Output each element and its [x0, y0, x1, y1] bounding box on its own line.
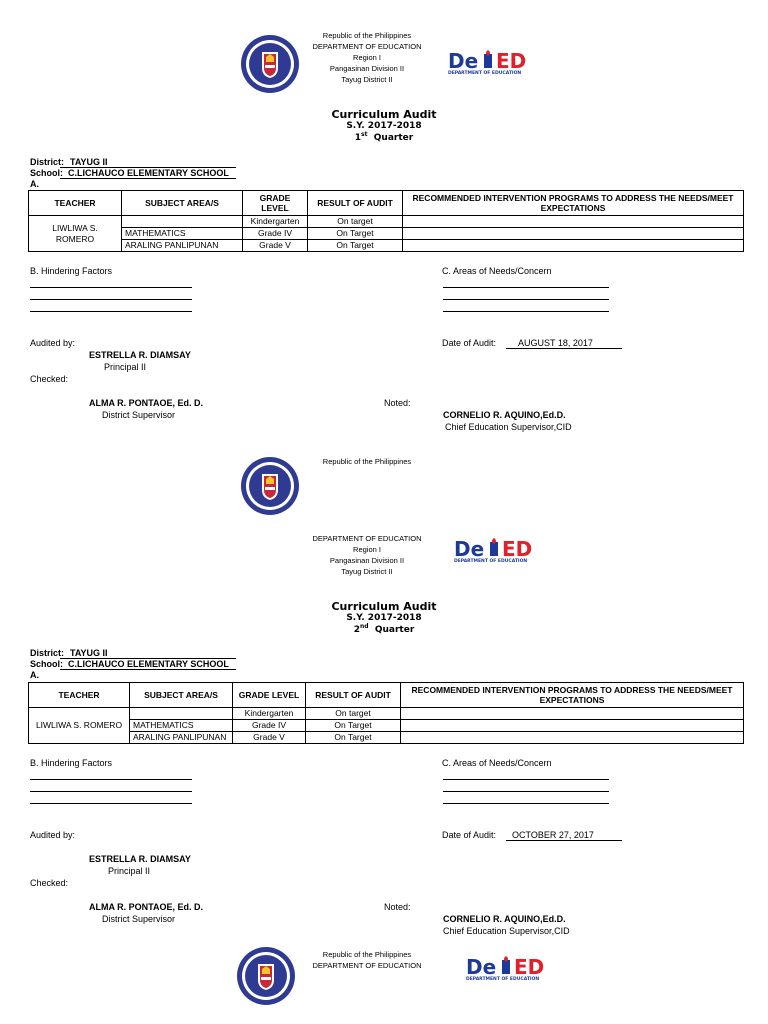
svg-text:DEPARTMENT OF EDUCATION: DEPARTMENT OF EDUCATION [466, 977, 540, 982]
noter-title: Chief Education Supervisor,CID [443, 926, 570, 936]
blank-line [443, 791, 609, 792]
intervention-cell [403, 240, 744, 252]
section2-title: Curriculum Audit [331, 600, 437, 613]
col-result: RESULT OF AUDIT [308, 191, 403, 216]
blank-line [30, 803, 192, 804]
subject-cell [122, 216, 243, 228]
header-line: Region I [353, 53, 381, 62]
date-of-audit-value: OCTOBER 27, 2017 [512, 830, 594, 840]
blank-line [443, 287, 609, 288]
result-cell: On target [308, 216, 403, 228]
table-row [29, 732, 744, 744]
checked-label: Checked: [30, 374, 69, 384]
auditor-title: Principal II [104, 362, 147, 372]
district-value: TAYUG II [70, 157, 108, 167]
checker-title: District Supervisor [102, 410, 176, 420]
intervention-cell [401, 720, 744, 732]
deped-seal-icon [240, 456, 300, 516]
noter-name: CORNELIO R. AQUINO,Ed.D. [443, 914, 566, 924]
blank-line [30, 779, 192, 780]
deped-logo [452, 538, 562, 564]
date-of-audit-label: Date of Audit: [442, 338, 497, 348]
noter-name: CORNELIO R. AQUINO,Ed.D. [443, 410, 566, 420]
header-republic-mid: Republic of the Philippines [322, 457, 412, 466]
subject-cell [130, 708, 233, 720]
date-underline [506, 348, 622, 349]
result-cell: On Target [306, 732, 401, 744]
subject-cell: ARALING PANLIPUNAN [130, 732, 233, 744]
auditor-name: ESTRELLA R. DIAMSAY [89, 854, 191, 864]
table-row [29, 708, 744, 720]
col-intervention: RECOMMENDED INTERVENTION PROGRAMS TO ADDRESS THE NEEDS/MEET EXPECTATIONS [403, 191, 744, 216]
blank-line [443, 779, 609, 780]
grade-cell: Grade V [243, 240, 308, 252]
subject-cell: MATHEMATICS [130, 720, 233, 732]
header-block-bottom [300, 949, 434, 971]
col-teacher: TEACHER [29, 191, 122, 216]
blank-line [443, 803, 609, 804]
school-value: C.LICHAUCO ELEMENTARY SCHOOL [68, 168, 229, 178]
areas-of-needs-label: C. Areas of Needs/Concern [442, 266, 552, 276]
grade-cell: Grade V [233, 732, 306, 744]
grade-cell: Grade IV [233, 720, 306, 732]
header-line: Pangasinan Division II [329, 64, 405, 73]
result-cell: On Target [308, 228, 403, 240]
school-underline [60, 669, 236, 670]
subject-cell: MATHEMATICS [122, 228, 243, 240]
header-line: Republic of the Philippines [322, 31, 412, 40]
audited-by-label: Audited by: [30, 830, 76, 840]
col-intervention: RECOMMENDED INTERVENTION PROGRAMS TO ADDRESS THE NEEDS/MEET EXPECTATIONS [401, 683, 744, 708]
checker-name: ALMA R. PONTAOE, Ed. D. [89, 902, 203, 912]
blank-line [30, 287, 192, 288]
grade-cell: Kindergarten [233, 708, 306, 720]
header-line: DEPARTMENT OF EDUCATION [312, 534, 422, 543]
header-line: Pangasinan Division II [329, 556, 405, 565]
district-value: TAYUG II [70, 648, 108, 658]
school-underline [60, 178, 236, 179]
svg-text:DEPARTMENT OF EDUCATION: DEPARTMENT OF EDUCATION [454, 559, 528, 564]
header-line: Tayug District II [341, 75, 393, 84]
col-teacher: TEACHER [29, 683, 130, 708]
blank-line [30, 311, 192, 312]
date-underline [506, 840, 622, 841]
subject-cell: ARALING PANLIPUNAN [122, 240, 243, 252]
audit-table [28, 682, 744, 744]
auditor-name: ESTRELLA R. DIAMSAY [89, 350, 191, 360]
table-row [29, 216, 744, 228]
deped-seal-icon [240, 34, 300, 94]
teacher-cell: LIWLIWA S. ROMERO [29, 708, 130, 744]
header-line: DEPARTMENT OF EDUCATION [312, 42, 422, 51]
svg-text:ED: ED [514, 956, 545, 979]
section2-quarter: 2nd Quarter [353, 623, 415, 635]
section1-title: Curriculum Audit [331, 108, 437, 121]
teacher-cell: LIWLIWA S. ROMERO [29, 216, 122, 252]
school-value: C.LICHAUCO ELEMENTARY SCHOOL [68, 659, 229, 669]
checked-label: Checked: [30, 878, 69, 888]
header-line: Region I [353, 545, 381, 554]
audit-table [28, 190, 744, 252]
header-block-mid [300, 533, 434, 577]
col-subject: SUBJECT AREA/S [122, 191, 243, 216]
header-block-top [300, 30, 434, 85]
intervention-cell [401, 732, 744, 744]
hindering-factors-label: B. Hindering Factors [30, 758, 113, 768]
svg-text:DEPARTMENT OF EDUCATION: DEPARTMENT OF EDUCATION [448, 71, 522, 76]
checker-name: ALMA R. PONTAOE, Ed. D. [89, 398, 203, 408]
hindering-factors-label: B. Hindering Factors [30, 266, 113, 276]
a-label: A. [30, 670, 39, 680]
a-label: A. [30, 179, 39, 189]
intervention-cell [403, 228, 744, 240]
audited-by-label: Audited by: [30, 338, 76, 348]
svg-text:ED: ED [502, 538, 533, 561]
noter-title: Chief Education Supervisor,CID [445, 422, 572, 432]
header-line: Tayug District II [341, 567, 393, 576]
date-of-audit-label: Date of Audit: [442, 830, 497, 840]
svg-text:De: De [454, 538, 485, 561]
grade-cell: Grade IV [243, 228, 308, 240]
result-cell: On Target [308, 240, 403, 252]
table-row [29, 228, 744, 240]
grade-cell: Kindergarten [243, 216, 308, 228]
svg-text:De: De [466, 956, 497, 979]
result-cell: On Target [306, 720, 401, 732]
deped-logo [446, 50, 556, 76]
intervention-cell [401, 708, 744, 720]
table-row [29, 720, 744, 732]
district-label: District: [30, 157, 65, 167]
auditor-title: Principal II [108, 866, 151, 876]
col-result: RESULT OF AUDIT [306, 683, 401, 708]
blank-line [443, 299, 609, 300]
noted-label: Noted: [384, 398, 411, 408]
checker-title: District Supervisor [102, 914, 176, 924]
col-subject: SUBJECT AREA/S [130, 683, 233, 708]
section1-sy: S.Y. 2017-2018 [346, 121, 422, 131]
school-label: School: [30, 659, 63, 669]
section2-sy: S.Y. 2017-2018 [346, 613, 422, 623]
header-line: DEPARTMENT OF EDUCATION [312, 961, 422, 970]
section1-quarter: 1st Quarter [354, 131, 414, 143]
intervention-cell [403, 216, 744, 228]
svg-text:De: De [448, 50, 479, 73]
blank-line [30, 791, 192, 792]
blank-line [30, 299, 192, 300]
header-line: Republic of the Philippines [322, 950, 412, 959]
school-label: School: [30, 168, 63, 178]
blank-line [443, 311, 609, 312]
table-row [29, 240, 744, 252]
deped-logo [464, 956, 574, 982]
col-grade: GRADE LEVEL [233, 683, 306, 708]
noted-label: Noted: [384, 902, 411, 912]
svg-text:ED: ED [496, 50, 527, 73]
col-grade: GRADE LEVEL [243, 191, 308, 216]
areas-of-needs-label: C. Areas of Needs/Concern [442, 758, 552, 768]
result-cell: On target [306, 708, 401, 720]
date-of-audit-value: AUGUST 18, 2017 [518, 338, 593, 348]
district-label: District: [30, 648, 65, 658]
deped-seal-icon [236, 946, 296, 1006]
